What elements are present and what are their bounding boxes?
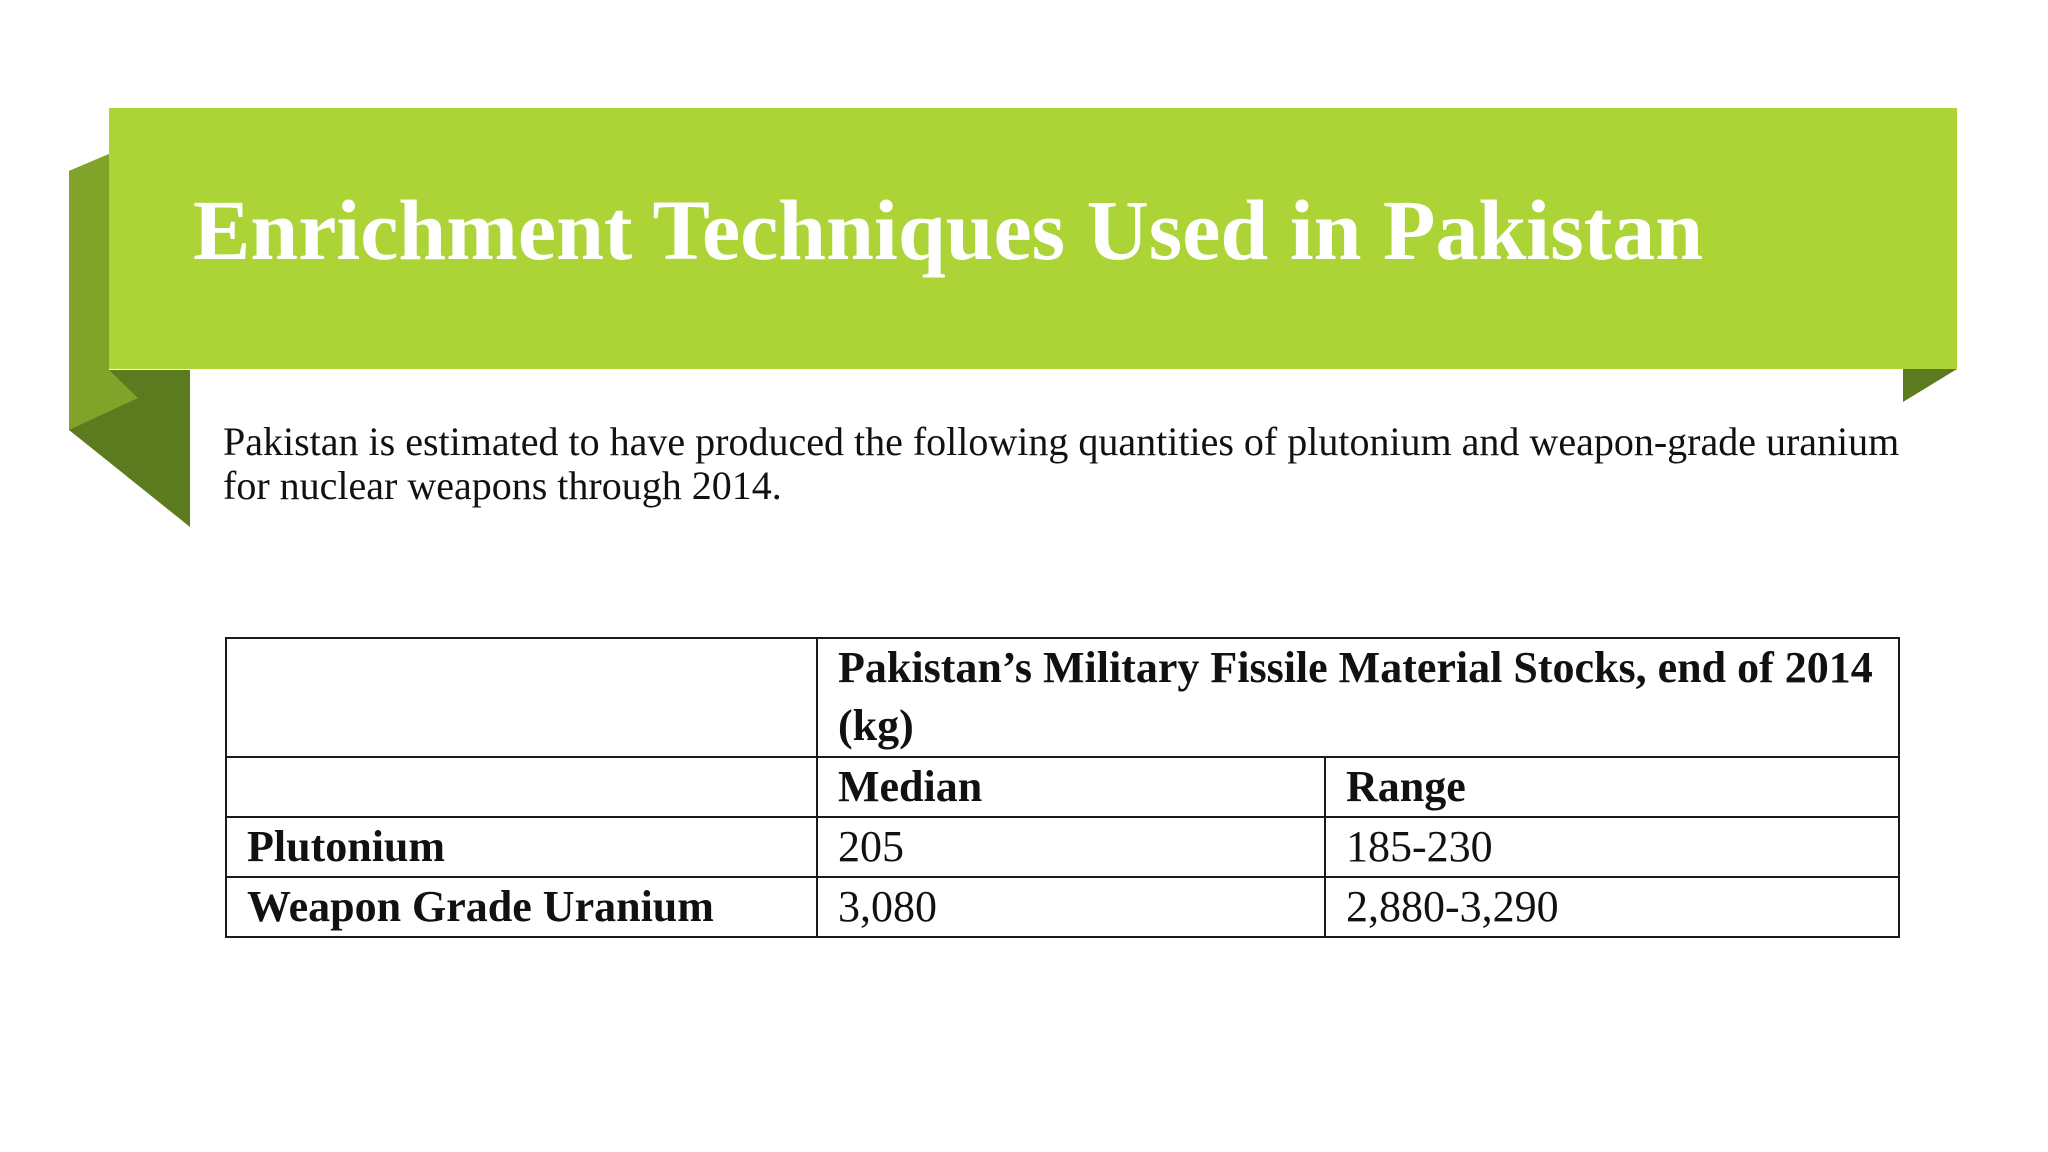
table-caption: Pakistan’s Military Fissile Material Stocks, end of 2014 (kg) bbox=[817, 638, 1899, 757]
column-header-range: Range bbox=[1325, 757, 1899, 817]
table-header-blank bbox=[226, 757, 817, 817]
column-header-median: Median bbox=[817, 757, 1325, 817]
cell-uranium-range: 2,880-3,290 bbox=[1325, 877, 1899, 937]
table-row bbox=[226, 877, 1899, 937]
ribbon-fold-right bbox=[1903, 369, 1957, 402]
intro-paragraph: Pakistan is estimated to have produced the following quantities of plutonium and weapon-grade uranium for nuclear weapons through 2014. bbox=[223, 419, 1900, 508]
row-label-uranium: Weapon Grade Uranium bbox=[226, 877, 817, 937]
table-header-row bbox=[226, 757, 1899, 817]
table-corner-cell bbox=[226, 638, 817, 757]
cell-plutonium-range: 185-230 bbox=[1325, 817, 1899, 877]
cell-uranium-median: 3,080 bbox=[817, 877, 1325, 937]
table-row bbox=[226, 817, 1899, 877]
row-label-plutonium: Plutonium bbox=[226, 817, 817, 877]
slide-title: Enrichment Techniques Used in Pakistan bbox=[193, 182, 1704, 278]
cell-plutonium-median: 205 bbox=[817, 817, 1325, 877]
table-caption-row bbox=[226, 638, 1899, 757]
fissile-stocks-table bbox=[225, 637, 1900, 938]
